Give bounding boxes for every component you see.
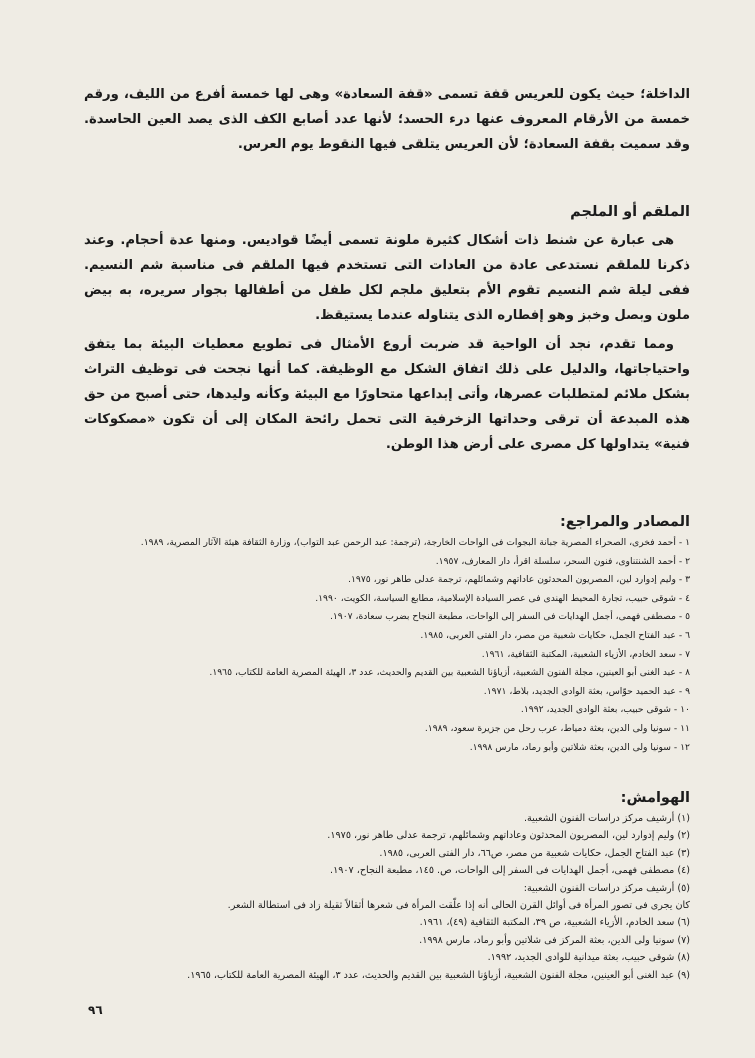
note-item: (٤) مصطفى فهمى، أجمل الهدايات فى السفر إلى الواحات، ص. ١٤٥، مطبعة النجاح، ١٩٠٧. <box>330 865 690 877</box>
page-number: ٩٦ <box>88 1003 103 1017</box>
section-title: الملقم أو الملجم <box>570 204 690 220</box>
reference-item: ١١ - سونيا ولى الدين، بعثة دمياط، عرب رحل من جزيرة سعود، ١٩٨٩. <box>424 722 690 734</box>
intro-paragraph: الداخلة؛ حيث يكون للعريس قفة تسمى «قفة السعادة» وهى لها خمسة أفرع من الليف، ورقم خمسة من الأرقام المعروف عنها درء الحسد؛ لأنها عدد أصابع الكف الذى يصد العين الحاسدة. وقد سميت بقفة السعادة؛ لأن العريس يتلقى فيها النقوط يوم العرس. <box>84 87 690 152</box>
reference-item: ١ - أحمد فخرى، الصحراء المصرية جبانة البجوات فى الواحات الخارجة، (ترجمة: عبد الرحمن عبد التواب)، وزارة الثقافة هيئة الآثار المصرية، ١٩٨٩. <box>140 537 690 548</box>
note-item: (٢) وليم إدوارد لين، المصريون المحدثون وعاداتهم وشمائلهم، ترجمة عدلى طاهر نور، ١٩٧٥. <box>327 830 690 842</box>
reference-item: ٦ - عبد الفتاح الجمل، حكايات شعبية من مصر، دار الفتى العربى، ١٩٨٥. <box>420 629 690 641</box>
note-item: (٥) أرشيف مركز دراسات الفنون الشعبية: <box>523 882 690 894</box>
notes-title: الهوامش: <box>620 790 690 806</box>
note-item: (٩) عبد الغنى أبو العينين، مجلة الفنون الشعبية، أزياؤنا الشعبية بين القديم والحديث، عدد ٣، الهيئة المصرية العامة للكتاب، ١٩٦٥. <box>187 969 690 981</box>
reference-item: ٩ - عبد الحميد حوّاس، بعثة الوادى الجديد، بلاط، ١٩٧١. <box>483 685 690 697</box>
note-item: (٣) عبد الفتاح الجمل، حكايات شعبية من مصر، ص٦٦، دار الفتى العربى، ١٩٨٥. <box>379 847 690 859</box>
references-title: المصادر والمراجع: <box>560 514 690 530</box>
reference-item: ١٢ - سونيا ولى الدين، بعثة شلاتين وأبو رماد، مارس ١٩٩٨. <box>469 741 690 753</box>
section-ملقم <box>84 200 690 457</box>
reference-item: ٣ - وليم إدوارد لين، المصريون المحدثون عاداتهم وشمائلهم، ترجمة عدلى طاهر نور، ١٩٧٥. <box>348 574 690 586</box>
conclusion-paragraph: ومما تقدم، نجد أن الواحية قد ضربت أروع الأمثال فى تطويع معطيات البيئة بما يتفق واحتياجاتها، والدليل على ذلك اتفاق الشكل مع الوظيفة. كما أنها نجحت فى توظيف التراث بشكل ملائم لمتطلبات عصرها، وأتى إبداعها متحاورًا مع البيئة وكأنه وليدها، حتى أصبح من حق هذه المبدعة أن ترقى وحداتها الزخرفية التى تحمل رائحة المكان إلى أن تكون «مصكوكات فنية» يتداولها كل مصرى على أرض هذا الوطن. <box>84 337 690 452</box>
note-item: كان يجرى فى تصور المرأة فى أوائل القرن الحالى أنه إذا علّقت المرأة فى شعرها أثقالاً ثقيلة زاد فى استطالة الشعر. <box>227 900 690 912</box>
notes-list <box>84 810 690 984</box>
body-text <box>84 82 690 157</box>
note-item: (٧) سونيا ولى الدين، بعثة المركز فى شلاتين وأبو رماد، مارس ١٩٩٨. <box>419 934 690 946</box>
references-list <box>84 534 690 757</box>
reference-item: ٤ - شوقى حبيب، تجارة المحيط الهندى فى عصر السيادة الإسلامية، مطابع السياسة، الكويت، ١٩٩٠. <box>315 592 690 604</box>
references-section <box>84 510 690 757</box>
note-item: (٦) سعد الخادم، الأزياء الشعبية، ص ٣٩، المكتبة الثقافية (٤٩)، ١٩٦١. <box>419 917 690 929</box>
reference-item: ٥ - مصطفى فهمى، أجمل الهدايات فى السفر إلى الواحات، مطبعة النجاح بضرب سعادة، ١٩٠٧. <box>329 611 690 623</box>
section-paragraph: هى عبارة عن شنط ذات أشكال كثيرة ملونة تسمى أيضًا قواديس. ومنها عدة أحجام. وعند ذكرنا للملقم نستدعى عادة من العادات التى تستخدم فيها الملقم فى مناسبة شم النسيم. ففى ليلة شم النسيم تقوم الأم بتعليق ملجم لكل طفل من أطفالها بجوار سريره، به بيض ملون وبصل وخبز وهو إفطاره الذى يتناوله عندما يستيقظ. <box>84 233 690 323</box>
reference-item: ٨ - عبد الغنى أبو العينين، مجلة الفنون الشعبية، أزياؤنا الشعبية بين القديم والحديث، عدد ٣، الهيئة المصرية العامة للكتاب، ١٩٦٥. <box>209 667 690 679</box>
reference-item: ٧ - سعد الخادم، الأزياء الشعبية، المكتبة الثقافية، ١٩٦١. <box>481 648 690 660</box>
reference-item: ١٠ - شوقى حبيب، بعثة الوادى الجديد، ١٩٩٢. <box>520 704 690 716</box>
notes-section <box>84 786 690 984</box>
note-item: (١) أرشيف مركز دراسات الفنون الشعبية. <box>523 813 690 824</box>
reference-item: ٢ - أحمد الشنتناوى، فنون السحر، سلسلة اقرأ، دار المعارف، ١٩٥٧. <box>435 555 690 567</box>
note-item: (٨) شوقى حبيب، بعثة ميدانية للوادى الجديد، ١٩٩٢. <box>487 952 690 964</box>
